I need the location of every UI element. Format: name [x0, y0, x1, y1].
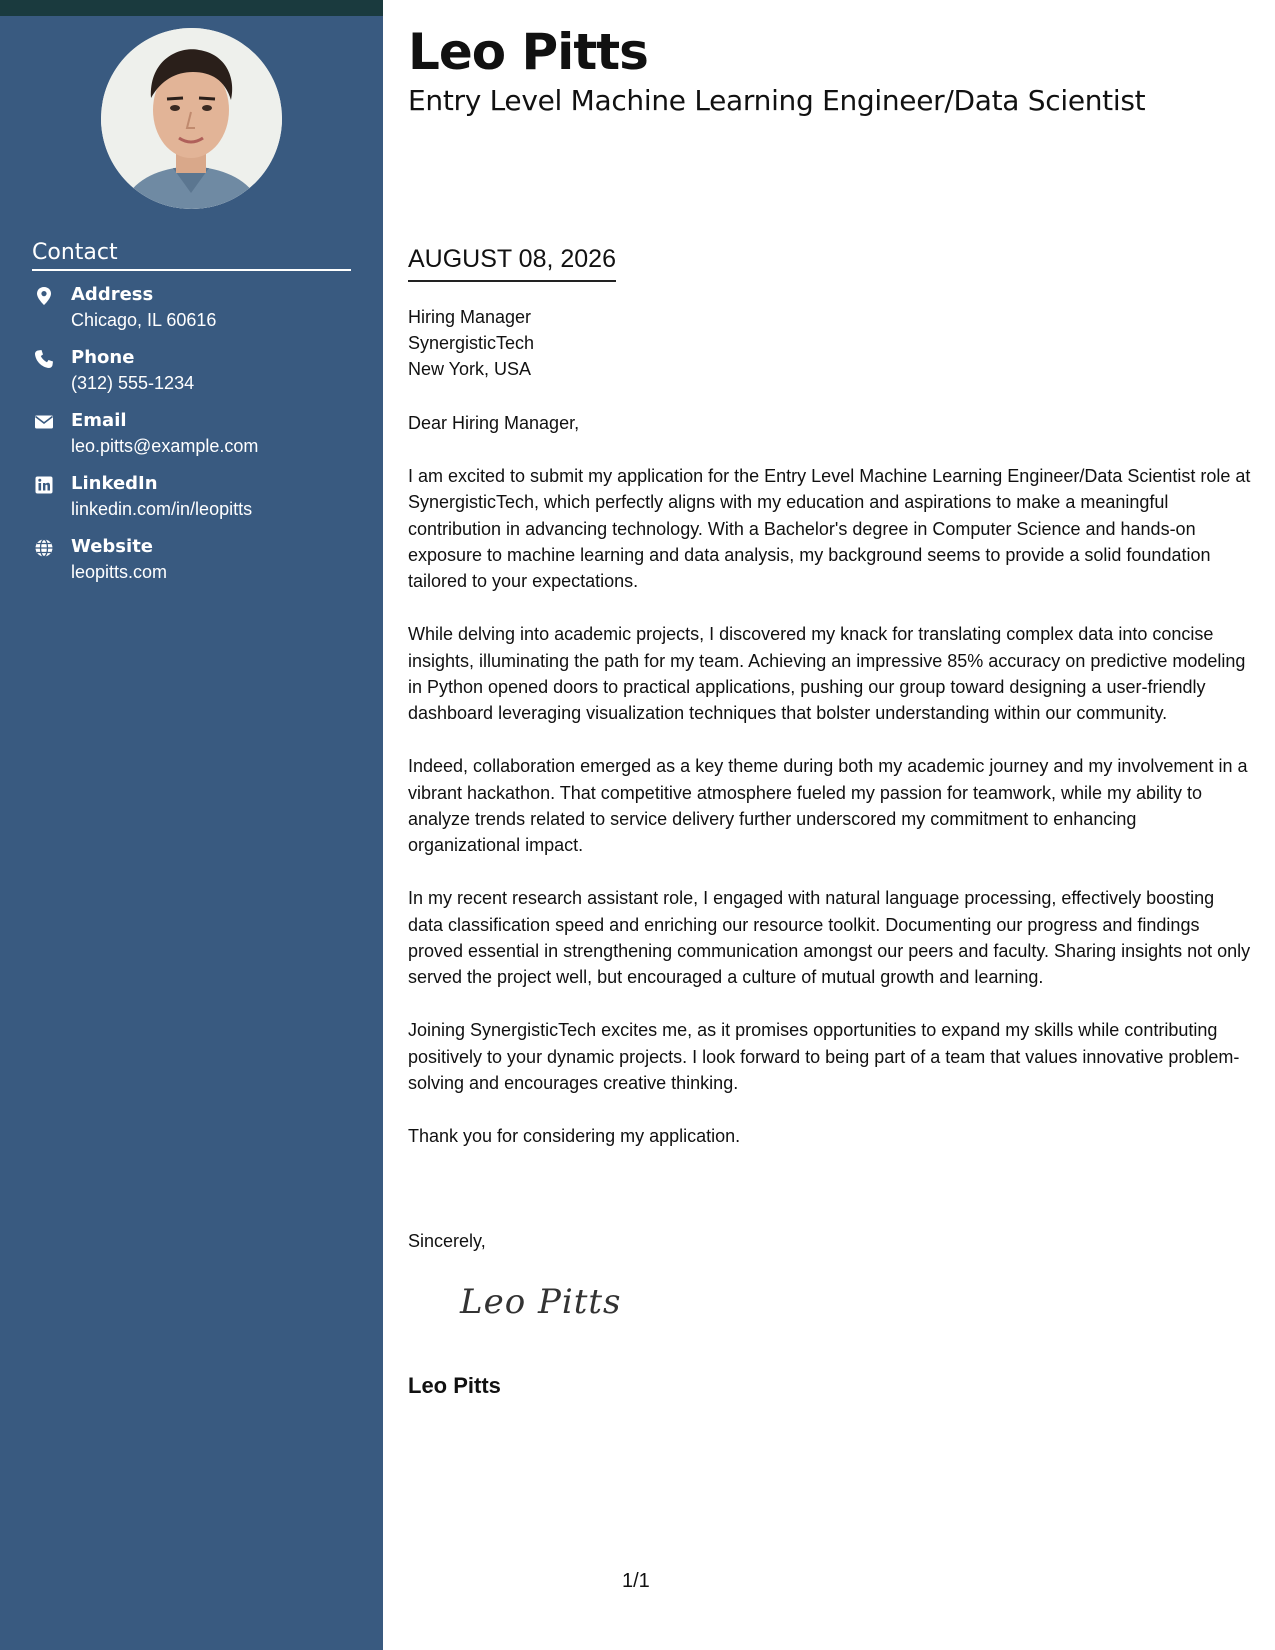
- contact-item-phone: [32, 347, 362, 410]
- letter-date: AUGUST 08, 2026: [408, 243, 616, 282]
- paragraph: Joining SynergisticTech excites me, as it promises opportunities to expand my skills while contributing positively to your dynamic projects. I look forward to being part of a team that values innovative problem-solving and encourages creative thinking.: [408, 1020, 1240, 1094]
- paragraph: Indeed, collaboration emerged as a key theme during both my academic journey and my involvement in a vibrant hackathon. That competitive atmosphere fueled my passion for teamwork, while my ability to analyze trends related to service delivery further underscored my commitment to enhancing organizational impact.: [408, 756, 1248, 856]
- contact-label: Phone: [71, 347, 135, 368]
- contact-label: Address: [71, 284, 154, 305]
- salutation: Dear Hiring Manager,: [408, 413, 580, 433]
- contact-item-address: [32, 284, 362, 347]
- recipient-line: Hiring Manager: [408, 307, 532, 327]
- contact-list: [32, 284, 362, 599]
- paragraph: I am excited to submit my application for the Entry Level Machine Learning Engineer/Data Scientist role at SynergisticTech, which perfectly aligns with my education and aspirations to make a meaningful contribution in advancing technology. With a Bachelor's degree in Computer Science and hands-on exposure to machine learning and data analysis, my background seems to provide a solid foundation tailored to your expectations.: [408, 465, 1251, 592]
- contact-heading: Contact: [32, 240, 351, 271]
- recipient-block: [408, 304, 534, 382]
- contact-value: leopitts.com: [71, 562, 168, 582]
- contact-value: (312) 555-1234: [71, 373, 195, 393]
- linkedin-icon: [34, 475, 54, 495]
- signature: [460, 1282, 630, 1342]
- contact-label: LinkedIn: [71, 473, 158, 494]
- contact-label: Website: [71, 536, 154, 557]
- job-title: Entry Level Machine Learning Engineer/Data Scientist: [408, 84, 1146, 117]
- paragraph: In my recent research assistant role, I engaged with natural language processing, effectively boosting data classification speed and enriching our resource toolkit. Documenting our progress and findings proved essential in strengthening communication amongst our peers and faculty. Sharing insights not only served the project well, but encouraged a culture of mutual growth and learning.: [408, 888, 1251, 988]
- avatar: [101, 28, 282, 209]
- contact-label: Email: [71, 410, 127, 431]
- sidebar: [0, 0, 383, 1650]
- contact-value: leo.pitts@example.com: [71, 436, 259, 456]
- contact-item-email: [32, 410, 362, 473]
- contact-item-website: [32, 536, 362, 599]
- envelope-icon: [34, 412, 54, 432]
- globe-icon: [34, 538, 54, 558]
- signature-text: Leo Pitts: [460, 1282, 622, 1322]
- contact-value: linkedin.com/in/leopitts: [71, 499, 253, 519]
- map-pin-icon: [34, 286, 54, 306]
- contact-item-linkedin: [32, 473, 362, 536]
- sidebar-top-bar: [0, 0, 383, 16]
- letter-body: [408, 410, 1253, 1176]
- closing: Sincerely,: [408, 1231, 486, 1251]
- paragraph: Thank you for considering my application.: [408, 1125, 741, 1146]
- applicant-name: Leo Pitts: [408, 23, 648, 81]
- recipient-line: New York, USA: [408, 359, 532, 379]
- paragraph: While delving into academic projects, I discovered my knack for translating complex data into concise insights, illuminating the path for my team. Achieving an impressive 85% accuracy on predictive modeling in Python opened doors to practical applications, pushing our group toward designing a user-friendly dashboard leveraging visualization techniques that bolster understanding within our community.: [408, 624, 1246, 724]
- recipient-line: SynergisticTech: [408, 333, 535, 353]
- signer-name: Leo Pitts: [408, 1373, 501, 1398]
- contact-value: Chicago, IL 60616: [71, 310, 217, 330]
- phone-icon: [34, 349, 54, 369]
- page-number: 1/1: [622, 1570, 650, 1592]
